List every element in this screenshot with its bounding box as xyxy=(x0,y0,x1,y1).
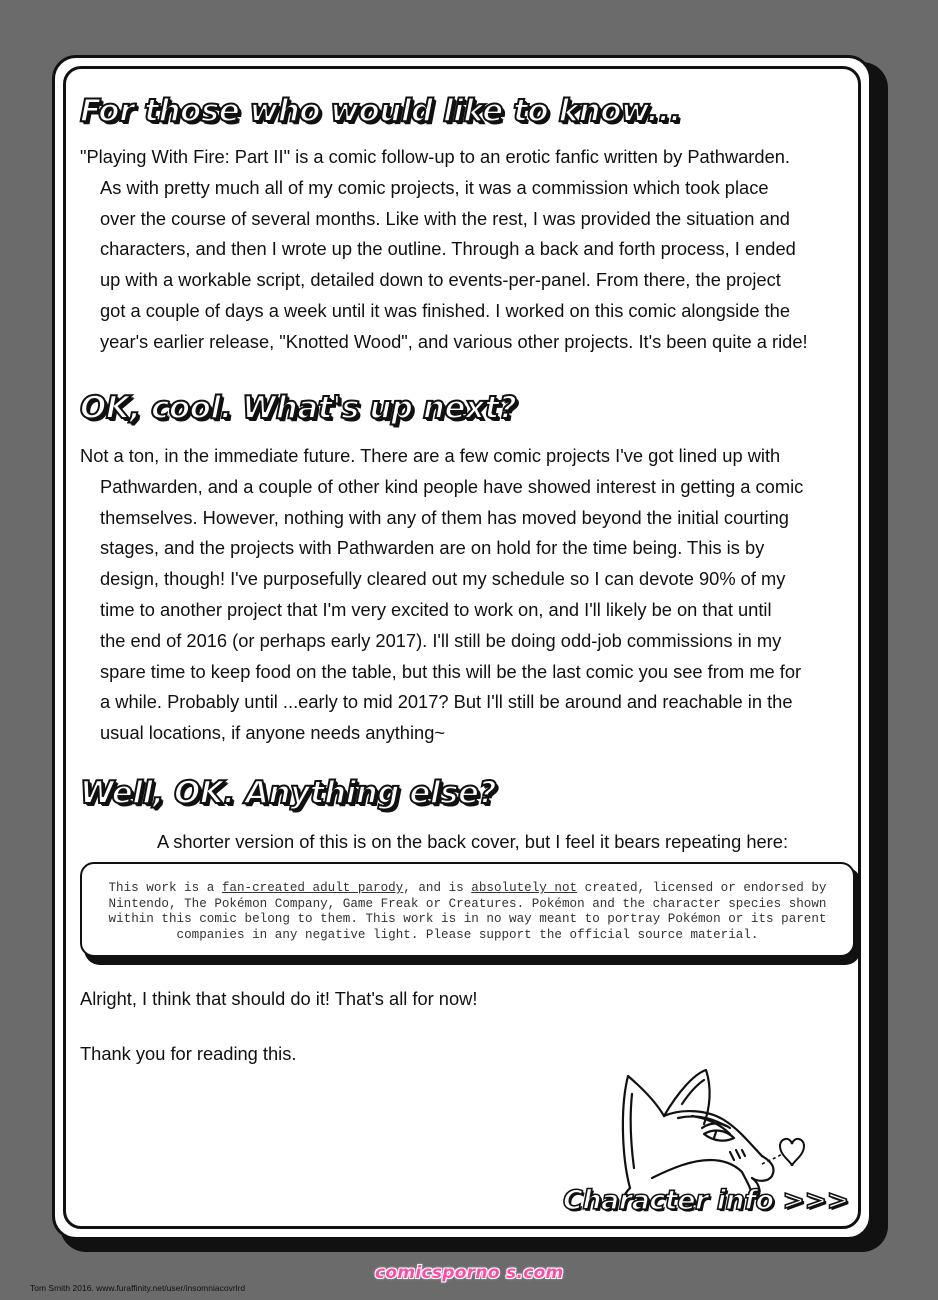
next-paragraph xyxy=(80,441,860,749)
artist-credit: Tom Smith 2016. www.furaffinity.net/user/insomniacovrlrd xyxy=(30,1283,246,1293)
intro-line-2: As with pretty much all of my comic projects, it was a commission which took place xyxy=(100,176,769,198)
heading-intro: For those who would like to know... xyxy=(80,93,681,129)
next-line-9: a while. Probably until ...early to mid 2017? But I'll still be around and reachable in the xyxy=(100,691,793,713)
intro-line-5: up with a workable script, detailed down to events-per-panel. From there, the project xyxy=(100,269,781,291)
next-line-8: spare time to keep food on the table, but this will be the last comic you see from me for xyxy=(100,660,802,682)
next-line-3: themselves. However, nothing with any of them has moved beyond the initial courting xyxy=(100,506,789,528)
intro-line-1: "Playing With Fire: Part II" is a comic follow-up to an erotic fanfic written by Pathwarden. xyxy=(80,146,790,167)
character-info-link[interactable]: Character info >>> xyxy=(563,1185,849,1216)
next-line-4: stages, and the projects with Pathwarden are on hold for the time being. This is by xyxy=(100,537,765,559)
disclaimer-line-3: within this comic belong to them. This work is in no way meant to portray Pokémon or its parent xyxy=(108,912,827,927)
intro-line-3: over the course of several months. Like with the rest, I was provided the situation and xyxy=(100,207,790,229)
next-line-5: design, though! I've purposefully cleared out my schedule so I can devote 90% of my xyxy=(100,568,786,590)
next-line-6: time to another project that I'm very excited to work on, and I'll likely be on that until xyxy=(100,598,772,620)
intro-line-4: characters, and then I wrote up the outline. Through a back and forth process, I ended xyxy=(100,238,796,260)
next-line-7: the end of 2016 (or perhaps early 2017). I'll still be doing odd-job commissions in my xyxy=(100,629,782,651)
disclaimer-line-2: Nintendo, The Pokémon Company, Game Freak or Creatures. Pokémon and the character species shown xyxy=(108,896,827,911)
closing-line-2: Thank you for reading this. xyxy=(80,1043,297,1064)
else-intro-line: A shorter version of this is on the back cover, but I feel it bears repeating here: xyxy=(156,831,789,852)
next-line-1: Not a ton, in the immediate future. There are a few comic projects I've got lined up with xyxy=(80,445,781,466)
disclaimer-line-4: companies in any negative light. Please support the official source material. xyxy=(176,927,759,942)
intro-paragraph xyxy=(80,142,860,358)
next-line-2: Pathwarden, and a couple of other kind people have showed interest in getting a comic xyxy=(100,475,804,497)
next-line-10: usual locations, if anyone needs anything~ xyxy=(100,722,446,744)
disclaimer-box xyxy=(80,862,855,957)
intro-line-6: got a couple of days a week until it was finished. I worked on this comic alongside the xyxy=(100,299,790,321)
character-lineart-image xyxy=(612,1068,812,1198)
disclaimer-line-1: This work is a fan-created adult parody, and is absolutely not created, licensed or endorsed by xyxy=(108,881,827,895)
site-watermark: comicsporno s.com xyxy=(375,1263,564,1283)
closing-line-1: Alright, I think that should do it! That's all for now! xyxy=(80,988,478,1009)
heading-else: Well, OK. Anything else? xyxy=(80,775,496,811)
heading-next: OK, cool. What's up next? xyxy=(80,390,517,426)
intro-line-7: year's earlier release, "Knotted Wood", and various other projects. It's been quite a ride! xyxy=(100,330,808,352)
